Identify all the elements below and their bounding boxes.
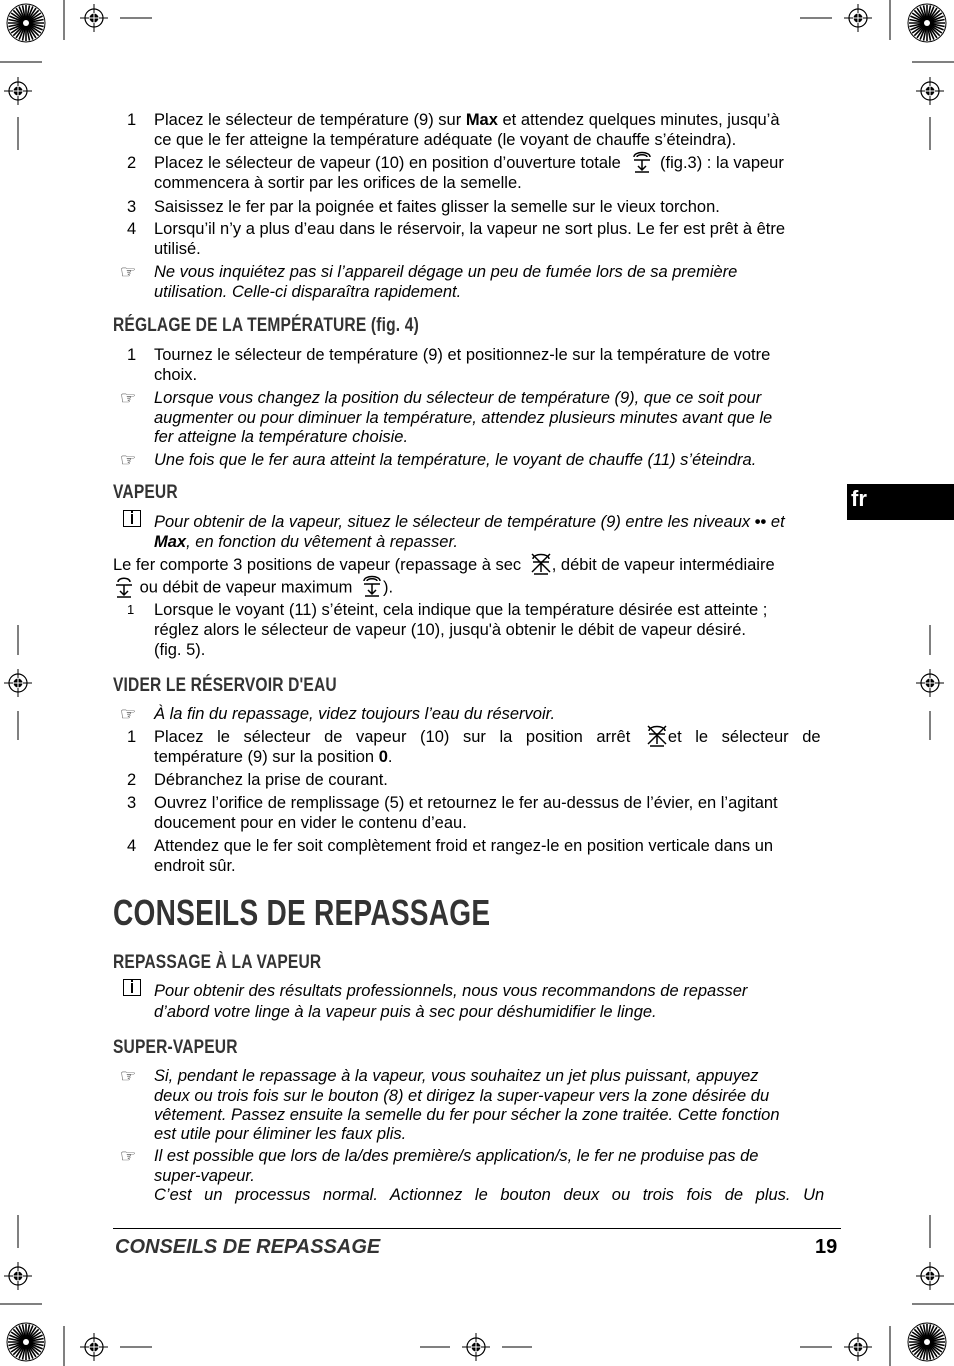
- info-icon: [123, 510, 141, 527]
- vapeur-step1-line1: Lorsque le voyant (11) s’éteint, cela indique que la température désirée est atteinte ;: [154, 601, 768, 619]
- section-heading-vider: VIDER LE RÉSERVOIR D'EAU: [113, 675, 337, 696]
- step-number: 2: [127, 154, 137, 172]
- vider-step1-line1: Placez le sélecteur de vapeur (10) sur la position arrêt et le sélecteur de: [154, 727, 841, 748]
- pointing-hand-icon: ☞: [120, 1146, 137, 1166]
- intro-step3: Saisissez le fer par la poignée et faites glisser la semelle sur le vieux torchon.: [154, 198, 720, 216]
- pointing-hand-icon: ☞: [120, 388, 137, 408]
- intro-step4-line1: Lorsqu’il n’y a plus d’eau dans le réservoir, la vapeur ne sort plus. Le fer est prêt à être: [154, 220, 786, 238]
- vider-step3-line2: doucement pour en vider le contenu d’eau.: [154, 814, 467, 832]
- intro-note-line2: utilisation. Celle-ci disparaîtra rapidement.: [154, 283, 462, 301]
- intro-step2-line2: commencera à sortir par les orifices de la semelle.: [154, 174, 522, 192]
- vider-step2: Débranchez la prise de courant.: [154, 771, 388, 789]
- steam-mid-icon: [113, 573, 135, 599]
- step-number: 1: [127, 346, 137, 364]
- step-number: 2: [127, 771, 137, 789]
- language-tab: fr: [847, 484, 954, 520]
- steam-max-icon: [631, 148, 653, 174]
- starburst-icon: [908, 4, 946, 42]
- vider-step1-line2: température (9) sur la position 0.: [154, 748, 393, 766]
- pointing-hand-icon: ☞: [120, 704, 137, 724]
- temp-note1-line2: augmenter ou pour diminuer la température, attendez plusieurs minutes avant que le: [154, 409, 773, 427]
- super2-line3: C’est un processus normal. Actionnez le bouton deux ou trois fois de plus. Un: [154, 1186, 825, 1204]
- vapeur-info-line2: Max, en fonction du vêtement à repasser.: [154, 533, 458, 551]
- intro-step1-line1: Placez le sélecteur de température (9) sur Max et attendez quelques minutes, jusqu’à: [154, 111, 780, 129]
- vider-step4-line1: Attendez que le fer soit complètement froid et rangez-le en position verticale dans un: [154, 837, 774, 855]
- intro-step2-line1: Placez le sélecteur de vapeur (10) en position d’ouverture totale (fig.3) : la vapeur: [154, 153, 841, 174]
- vapeur-para-line1: Le fer comporte 3 positions de vapeur (repassage à sec , débit de vapeur intermédiaire: [113, 555, 841, 576]
- vapeur-info-line1: Pour obtenir de la vapeur, situez le sélecteur de température (9) entre les niveaux •• et: [154, 513, 785, 531]
- step-number: 3: [127, 794, 137, 812]
- super1-line1: Si, pendant le repassage à la vapeur, vous souhaitez un jet plus puissant, appuyez: [154, 1067, 759, 1085]
- steam-off-icon: [646, 722, 668, 748]
- vapeur-step1-line3: (fig. 5).: [154, 641, 206, 659]
- vider-note: À la fin du repassage, videz toujours l’eau du réservoir.: [154, 705, 556, 723]
- steam-off-icon: [530, 550, 552, 576]
- chapter-title: CONSEILS DE REPASSAGE: [113, 892, 491, 933]
- section-heading-repassage-vapeur: REPASSAGE À LA VAPEUR: [113, 952, 322, 973]
- section-heading-temperature: RÉGLAGE DE LA TEMPÉRATURE (fig. 4): [113, 315, 419, 336]
- section-heading-vapeur: VAPEUR: [113, 482, 178, 503]
- vider-step4-line2: endroit sûr.: [154, 857, 236, 875]
- super1-line4: est utile pour éliminer les faux plis.: [154, 1125, 407, 1143]
- info-icon: [123, 979, 141, 996]
- starburst-icon: [908, 1323, 946, 1361]
- temp-note2: Une fois que le fer aura atteint la température, le voyant de chauffe (11) s’éteindra.: [154, 451, 757, 469]
- intro-step4-line2: utilisé.: [154, 240, 201, 258]
- step-number: 1: [127, 111, 137, 129]
- pointing-hand-icon: ☞: [120, 450, 137, 470]
- starburst-icon: [7, 4, 45, 42]
- pointing-hand-icon: ☞: [120, 1066, 137, 1086]
- footer-rule: [113, 1228, 841, 1229]
- super2-line2: super-vapeur.: [154, 1167, 255, 1185]
- section-heading-super-vapeur: SUPER-VAPEUR: [113, 1037, 238, 1058]
- step-number: 4: [127, 220, 137, 238]
- super2-line1: Il est possible que lors de la/des première/s application/s, le fer ne produise pas de: [154, 1147, 759, 1165]
- vider-step3-line1: Ouvrez l’orifice de remplissage (5) et retournez le fer au-dessus de l’évier, en l’agitant: [154, 794, 778, 812]
- steam-max-icon: [361, 572, 383, 598]
- intro-step1-line2: ce que le fer atteigne la température adéquate (le voyant de chauffe s’éteindra).: [154, 131, 737, 149]
- vapeur-step1-line2: réglez alors le sélecteur de vapeur (10), jusqu'à obtenir le débit de vapeur désiré.: [154, 621, 746, 639]
- pointing-hand-icon: ☞: [120, 262, 137, 282]
- rep-line1: Pour obtenir des résultats professionnels, nous vous recommandons de repasser: [154, 982, 748, 1000]
- vapeur-para-line2: ou débit de vapeur maximum ).: [113, 577, 841, 599]
- temp-step1-line2: choix.: [154, 366, 198, 384]
- step-number: 1: [127, 602, 135, 617]
- step-number: 3: [127, 198, 137, 216]
- rep-line2: d’abord votre linge à la vapeur puis à sec pour déshumidifier le linge.: [154, 1003, 657, 1021]
- footer-title: CONSEILS DE REPASSAGE: [115, 1236, 381, 1258]
- temp-step1-line1: Tournez le sélecteur de température (9) et positionnez-le sur la température de votre: [154, 346, 771, 364]
- starburst-icon: [7, 1323, 45, 1361]
- super1-line3: vêtement. Passez ensuite la semelle du fer pour sécher la zone traitée. Cette fonction: [154, 1106, 780, 1124]
- temp-note1-line3: fer atteigne la température choisie.: [154, 428, 409, 446]
- temp-note1-line1: Lorsque vous changez la position du sélecteur de température (9), que ce soit pour: [154, 389, 762, 407]
- step-number: 1: [127, 728, 137, 746]
- step-number: 4: [127, 837, 137, 855]
- super1-line2: deux ou trois fois sur le bouton (8) et dirigez la super-vapeur vers la zone désirée du: [154, 1087, 770, 1105]
- intro-note-line1: Ne vous inquiétez pas si l’appareil dégage un peu de fumée lors de sa première: [154, 263, 738, 281]
- page-number: 19: [815, 1236, 838, 1258]
